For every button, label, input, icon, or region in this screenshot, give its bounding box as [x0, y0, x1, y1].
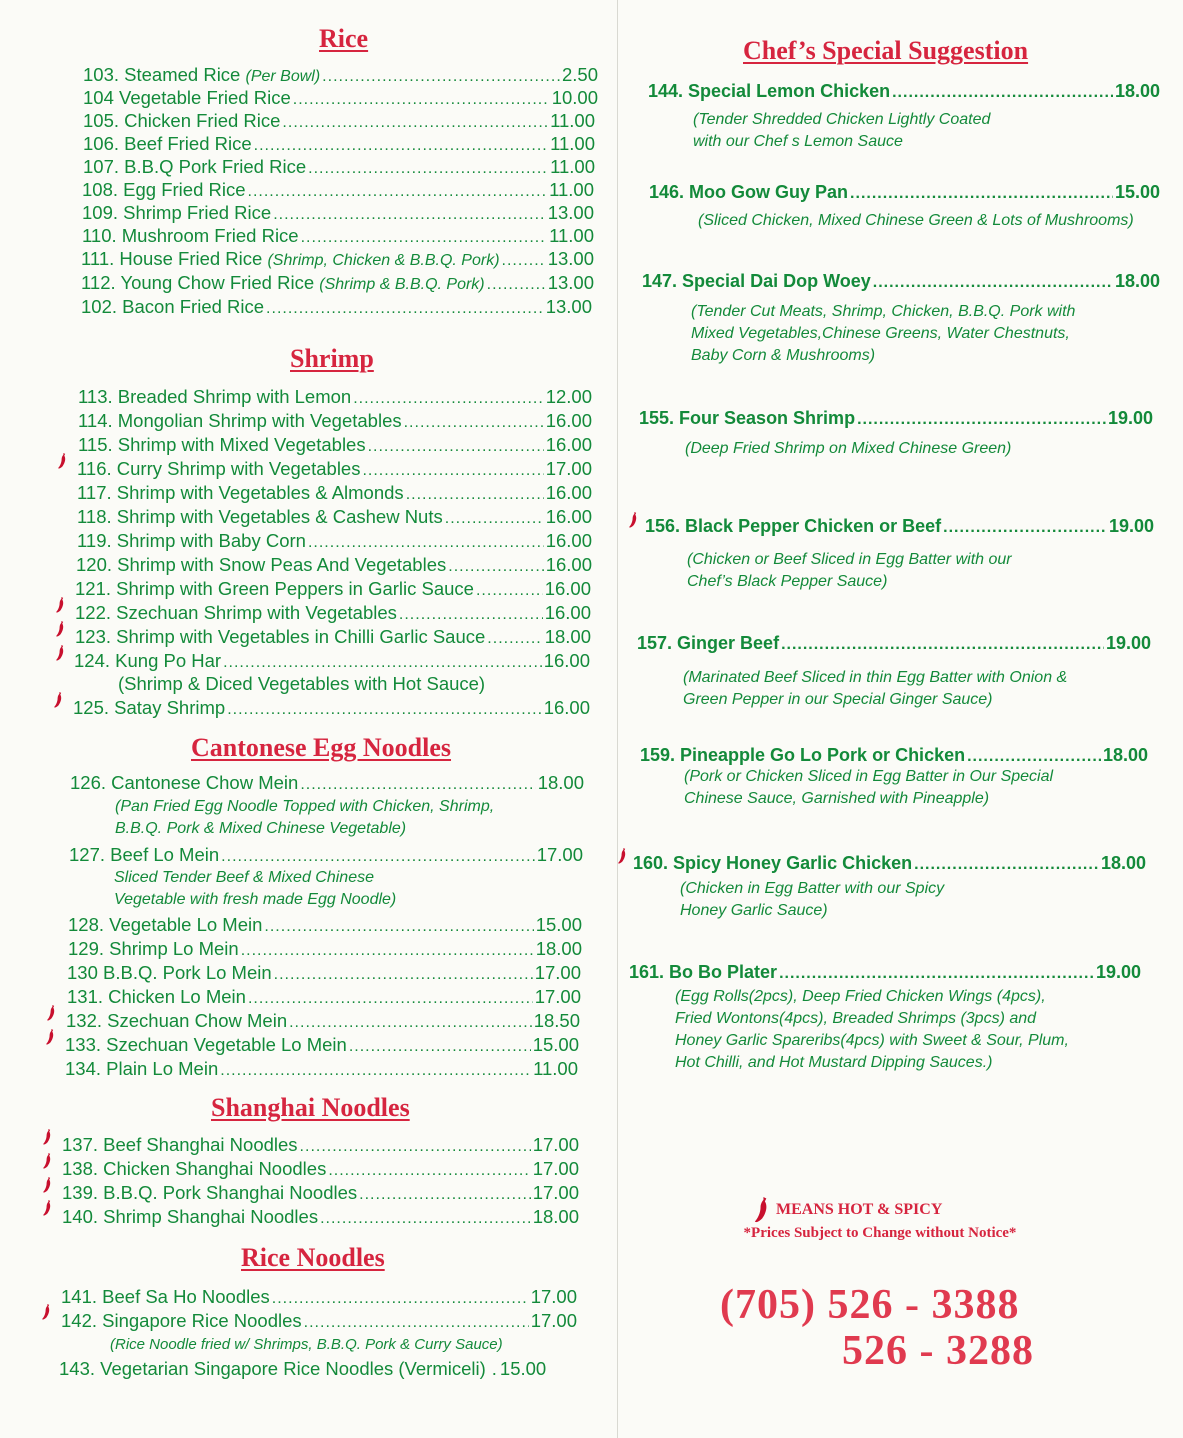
menu-item	[76, 553, 592, 578]
phone-number-secondary: 526 - 3288	[842, 1328, 1034, 1374]
item-name: 104 Vegetable Fried Rice	[83, 87, 291, 108]
item-name: 120. Shrimp with Snow Peas And Vegetables	[76, 554, 447, 575]
menu-item	[78, 409, 592, 434]
item-price: 12.00	[545, 386, 592, 407]
item-name: 160. Spicy Honey Garlic Chicken	[633, 853, 913, 873]
menu-item	[633, 852, 1146, 876]
section-title-rice-noodles: Rice Noodles	[241, 1243, 385, 1272]
menu-item	[637, 632, 1151, 656]
section-title-rice: Rice	[319, 24, 369, 53]
menu-item	[649, 181, 1160, 205]
menu-item	[62, 1157, 579, 1182]
item-price: 18.00	[537, 772, 584, 793]
item-name: 156. Black Pepper Chicken or Beef	[645, 516, 942, 536]
item-price: 17.00	[532, 1134, 579, 1155]
price-notice: *Prices Subject to Change without Notice*	[743, 1225, 1017, 1241]
item-price: 18.00	[532, 1206, 579, 1227]
chili-pepper-icon	[43, 1200, 52, 1216]
item-description: (Tender Shredded Chicken Lightly Coated with our Chef s Lemon Sauce	[693, 111, 991, 150]
item-price: 19.00	[1108, 516, 1154, 536]
item-name: 123. Shrimp with Vegetables in Chilli Garlic Sauce	[75, 626, 486, 647]
menu-item	[640, 744, 1148, 768]
item-name: 112. Young Chow Fried Rice	[81, 272, 315, 293]
item-description: (Egg Rolls(2pcs), Deep Fried Chicken Wings (4pcs), Fried Wontons(4pcs), Breaded Shrimps (3pcs) and Honey Garlic Spareribs(4pcs) with Sweet & Sour, Plum, Hot Chilli, and Hot Mustard Dipping Sauces.)	[675, 988, 1069, 1071]
menu-item	[62, 1181, 579, 1206]
item-note: (Shrimp, Chicken & B.B.Q. Pork)	[267, 252, 500, 269]
item-name: 111. House Fried Rice	[81, 248, 263, 269]
item-name: 128. Vegetable Lo Mein	[68, 914, 263, 935]
item-price: 18.00	[1100, 853, 1146, 873]
item-price: 11.00	[550, 110, 595, 131]
menu-item	[81, 295, 592, 320]
menu-item	[61, 1285, 577, 1310]
chili-pepper-icon	[58, 453, 67, 469]
item-note: (Shrimp & B.B.Q. Pork)	[319, 276, 485, 293]
hot-spicy-legend	[752, 1197, 942, 1223]
item-price: 11.00	[549, 225, 594, 246]
item-name: 138. Chicken Shanghai Noodles	[62, 1158, 327, 1179]
item-price: 13.00	[547, 272, 594, 293]
item-description: (Shrimp & Diced Vegetables with Hot Sauce)	[118, 673, 486, 694]
item-price: 16.00	[545, 410, 592, 431]
item-price: 16.00	[543, 650, 590, 671]
menu-item	[66, 1009, 580, 1034]
item-name: 115. Shrimp with Mixed Vegetables	[78, 434, 366, 455]
item-price: 11.00	[549, 179, 594, 200]
menu-item	[74, 649, 590, 674]
item-name: 102. Bacon Fried Rice	[81, 296, 265, 317]
item-name: 144. Special Lemon Chicken	[648, 81, 891, 101]
item-name: 161. Bo Bo Plater	[629, 962, 778, 982]
item-price: 11.00	[533, 1058, 578, 1079]
menu-item	[77, 481, 592, 506]
item-name: 124. Kung Po Har	[74, 650, 222, 671]
item-name: 159. Pineapple Go Lo Pork or Chicken	[640, 745, 966, 765]
legend-label: MEANS HOT & SPICY	[776, 1201, 943, 1218]
menu-item	[77, 457, 592, 482]
item-price: 18.00	[1102, 745, 1148, 765]
menu-item	[68, 913, 582, 938]
item-price: 18.00	[544, 626, 591, 647]
menu-item	[639, 407, 1153, 431]
menu-item	[645, 515, 1154, 539]
item-price: 18.50	[533, 1010, 580, 1031]
menu-item	[77, 505, 592, 530]
menu-item	[69, 843, 583, 868]
item-price: 11.00	[550, 156, 595, 177]
item-name: 133. Szechuan Vegetable Lo Mein	[65, 1034, 347, 1055]
menu-item	[81, 247, 594, 272]
item-price: 18.00	[535, 938, 582, 959]
menu-item	[83, 86, 598, 111]
item-price: 16.00	[545, 434, 592, 455]
item-name: 110. Mushroom Fried Rice	[82, 225, 299, 246]
item-name: 118. Shrimp with Vegetables & Cashew Nuts	[77, 506, 443, 527]
item-name: 116. Curry Shrimp with Vegetables	[77, 458, 361, 479]
menu-item	[83, 155, 595, 180]
menu-item	[81, 271, 594, 296]
item-price: 17.00	[530, 1286, 577, 1307]
menu-item	[78, 385, 592, 410]
item-name: 132. Szechuan Chow Mein	[66, 1010, 288, 1031]
item-price: 17.00	[534, 962, 581, 983]
item-name: 105. Chicken Fried Rice	[83, 110, 281, 131]
menu-item	[77, 529, 592, 554]
item-price: 16.00	[545, 554, 592, 575]
item-name: 137. Beef Shanghai Noodles	[62, 1134, 298, 1155]
item-price: 17.00	[530, 1310, 577, 1331]
menu-item	[62, 1133, 579, 1158]
menu-item	[61, 1309, 577, 1334]
menu-item	[75, 625, 591, 650]
menu-item	[629, 961, 1141, 985]
section-title-cantonese-egg-noodles: Cantonese Egg Noodles	[191, 733, 452, 762]
item-name: 126. Cantonese Chow Mein	[70, 772, 299, 793]
item-name: 155. Four Season Shrimp	[639, 408, 856, 428]
menu-item	[82, 201, 594, 226]
item-name: 106. Beef Fried Rice	[83, 133, 252, 154]
chili-pepper-icon	[56, 645, 65, 661]
item-name: 127. Beef Lo Mein	[69, 844, 220, 865]
item-name: 139. B.B.Q. Pork Shanghai Noodles	[62, 1182, 358, 1203]
item-name: 140. Shrimp Shanghai Noodles	[62, 1206, 319, 1227]
item-description: (Chicken in Egg Batter with our Spicy Honey Garlic Sauce)	[680, 880, 945, 919]
menu-item	[82, 224, 594, 249]
item-price: 11.00	[550, 133, 595, 154]
item-name: 103. Steamed Rice	[83, 64, 241, 85]
chili-pepper-icon	[46, 1029, 55, 1045]
menu-item	[65, 1033, 579, 1058]
item-name: 117. Shrimp with Vegetables & Almonds	[77, 482, 404, 503]
menu-item	[78, 433, 592, 458]
menu-item	[83, 109, 595, 134]
item-name: 143. Vegetarian Singapore Rice Noodles (Vermiceli)	[59, 1358, 486, 1379]
menu-item-description	[118, 672, 485, 695]
item-description: (Deep Fried Shrimp on Mixed Chinese Green)	[685, 440, 1012, 457]
menu-item	[83, 63, 598, 88]
menu-item	[65, 1057, 578, 1082]
item-price: 16.00	[543, 697, 590, 718]
item-name: 121. Shrimp with Green Peppers in Garlic Sauce	[75, 578, 474, 599]
section-title-chefs-special: Chef’s Special Suggestion	[743, 36, 1029, 65]
item-name: 157. Ginger Beef	[637, 633, 780, 653]
chili-pepper-icon	[42, 1304, 51, 1320]
chili-pepper-icon	[56, 597, 65, 613]
chili-pepper-icon	[43, 1129, 52, 1145]
section-title-shrimp: Shrimp	[290, 344, 374, 373]
item-name: 146. Moo Gow Guy Pan	[649, 182, 849, 202]
item-price: 19.00	[1095, 962, 1141, 982]
item-name: 142. Singapore Rice Noodles	[61, 1310, 302, 1331]
item-name: 131. Chicken Lo Mein	[67, 986, 246, 1007]
item-price: 16.00	[545, 530, 592, 551]
chili-pepper-icon	[56, 621, 65, 637]
menu-item	[75, 577, 591, 602]
menu-item	[642, 270, 1160, 294]
chili-pepper-icon	[43, 1153, 52, 1169]
item-price: 19.00	[1107, 408, 1153, 428]
section-title-shanghai-noodles: Shanghai Noodles	[211, 1093, 410, 1122]
item-price: 15.00	[532, 1034, 579, 1055]
item-price: 16.00	[544, 602, 591, 623]
item-name: 130 B.B.Q. Pork Lo Mein	[67, 962, 272, 983]
item-name: 141. Beef Sa Ho Noodles	[61, 1286, 270, 1307]
item-description: (Marinated Beef Sliced in thin Egg Batter with Onion & Green Pepper in our Special Ginger Sauce)	[683, 669, 1068, 708]
item-price: 15.00	[535, 914, 582, 935]
item-price: 17.00	[545, 458, 592, 479]
item-price: 17.00	[532, 1158, 579, 1179]
item-name: 134. Plain Lo Mein	[65, 1058, 219, 1079]
item-name: 125. Satay Shrimp	[73, 697, 226, 718]
item-description: Sliced Tender Beef & Mixed Chinese Vegetable with fresh made Egg Noodle)	[114, 869, 397, 908]
item-description: (Pan Fried Egg Noodle Topped with Chicken, Shrimp, B.B.Q. Pork & Mixed Chinese Vegetable)	[115, 798, 495, 837]
item-name: 113. Breaded Shrimp with Lemon	[78, 386, 352, 407]
item-description: (Pork or Chicken Sliced in Egg Batter in Our Special Chinese Sauce, Garnished with Pineapple)	[684, 768, 1054, 807]
chili-pepper-icon	[47, 1005, 56, 1021]
item-description: (Tender Cut Meats, Shrimp, Chicken, B.B.Q. Pork with Mixed Vegetables,Chinese Greens, Water Chestnuts, Baby Corn & Mushrooms)	[691, 303, 1076, 364]
item-description: (Sliced Chicken, Mixed Chinese Green & Lots of Mushrooms)	[698, 212, 1134, 229]
item-price: 16.00	[544, 578, 591, 599]
menu-item: 143. Vegetarian Singapore Rice Noodles (Vermiceli) . 15.00	[59, 1358, 547, 1379]
chili-pepper-icon	[629, 512, 638, 528]
item-price: 17.00	[534, 986, 581, 1007]
chili-pepper-icon	[752, 1197, 772, 1223]
item-description: (Rice Noodle fried w/ Shrimps, B.B.Q. Pork & Curry Sauce)	[110, 1336, 503, 1353]
item-price: 13.00	[545, 296, 592, 317]
menu-item	[70, 771, 584, 796]
item-price: 15.00	[499, 1358, 547, 1379]
fold-line	[617, 0, 618, 1438]
menu-item	[82, 178, 594, 203]
item-price: 16.00	[545, 506, 592, 527]
menu-item	[75, 601, 591, 626]
menu-item	[67, 961, 581, 986]
item-price: 15.00	[1114, 182, 1160, 202]
item-price: 2.50	[561, 64, 598, 85]
item-name: 109. Shrimp Fried Rice	[82, 202, 272, 223]
item-price: 13.00	[547, 248, 594, 269]
menu-item	[67, 985, 581, 1010]
chili-pepper-icon	[54, 692, 63, 708]
item-name: 107. B.B.Q Pork Fried Rice	[83, 156, 307, 177]
phone-number-primary: (705) 526 - 3388	[720, 1282, 1020, 1328]
menu-item	[648, 80, 1160, 104]
item-price: 17.00	[536, 844, 583, 865]
item-name: 108. Egg Fried Rice	[82, 179, 246, 200]
menu-item	[73, 696, 590, 721]
chili-pepper-icon	[618, 848, 627, 864]
chili-pepper-icon	[43, 1177, 52, 1193]
item-price: 16.00	[545, 482, 592, 503]
item-note: (Per Bowl)	[245, 68, 321, 85]
item-description: (Chicken or Beef Sliced in Egg Batter with our Chef’s Black Pepper Sauce)	[687, 551, 1012, 590]
item-name: 147. Special Dai Dop Woey	[642, 271, 871, 291]
menu-item	[68, 937, 582, 962]
item-name: 119. Shrimp with Baby Corn	[77, 530, 306, 551]
item-name: 114. Mongolian Shrimp with Vegetables	[78, 410, 402, 431]
item-price: 18.00	[1114, 271, 1160, 291]
item-name: 129. Shrimp Lo Mein	[68, 938, 239, 959]
item-name: 122. Szechuan Shrimp with Vegetables	[75, 602, 397, 623]
item-price: 17.00	[532, 1182, 579, 1203]
item-price: 18.00	[1114, 81, 1160, 101]
item-price: 10.00	[551, 87, 598, 108]
menu-item	[62, 1205, 579, 1230]
item-price: 19.00	[1105, 633, 1151, 653]
item-price: 13.00	[547, 202, 594, 223]
menu-item	[83, 132, 595, 157]
